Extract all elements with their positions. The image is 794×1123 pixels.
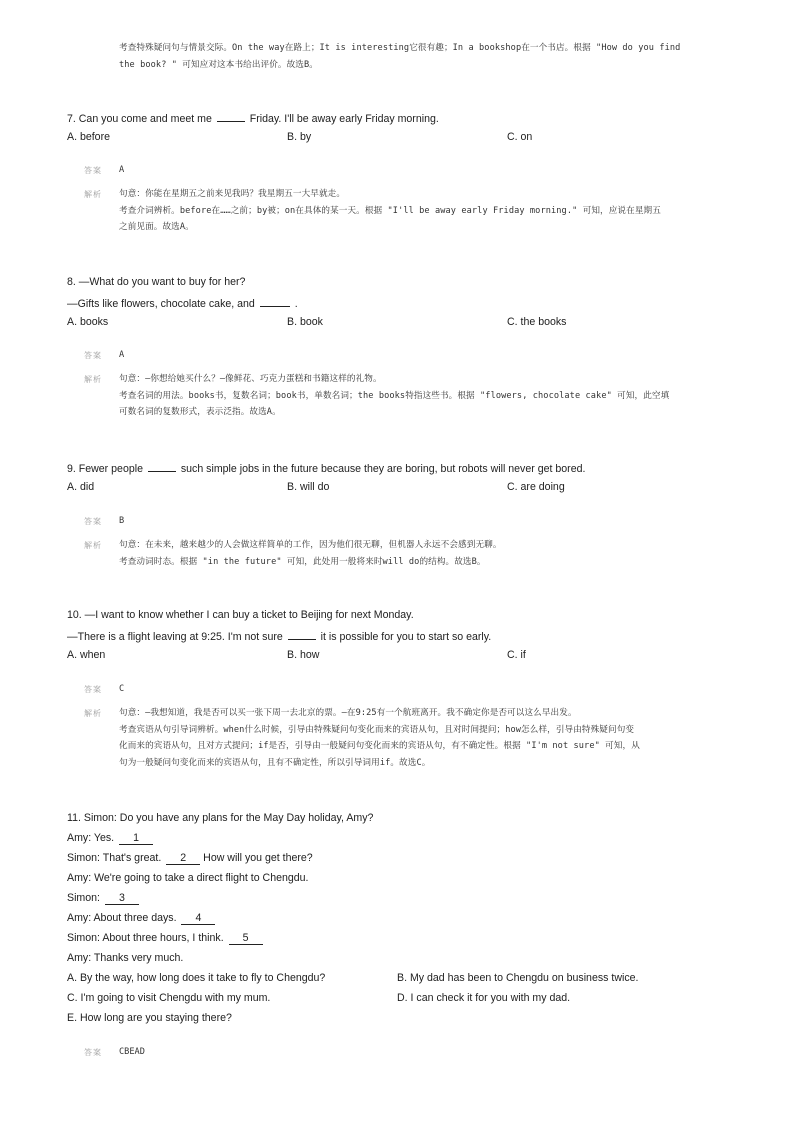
- dialogue-line: Simon: About three hours, I think. 5: [67, 932, 263, 945]
- question-8-stem-line1: 8. —What do you want to buy for her?: [67, 276, 246, 288]
- analysis-label: 解析: [84, 375, 102, 384]
- numbered-blank: 4: [181, 912, 215, 925]
- dialogue-line: Simon: 3: [67, 892, 139, 905]
- question-11-option-b: B. My dad has been to Chengdu on business twice.: [397, 972, 639, 984]
- question-7-answer: A: [119, 165, 125, 175]
- analysis-line: 可数名词的复数形式，表示泛指。故选A。: [119, 407, 281, 417]
- question-11-option-c: C. I'm going to visit Chengdu with my mum.: [67, 992, 271, 1004]
- dialogue-line: Amy: Thanks very much.: [67, 952, 184, 964]
- analysis-label: 解析: [84, 709, 102, 718]
- question-9-option-c: C. are doing: [507, 481, 565, 493]
- dialogue-line: Amy: About three days. 4: [67, 912, 215, 925]
- question-7-option-b: B. by: [287, 131, 312, 143]
- numbered-blank: 5: [229, 932, 263, 945]
- question-11-option-a: A. By the way, how long does it take to fly to Chengdu?: [67, 972, 326, 984]
- question-10-option-c: C. if: [507, 649, 526, 661]
- explanation-line: the book? " 可知应对这本书给出评价。故选B。: [119, 59, 318, 70]
- question-11-option-e: E. How long are you staying there?: [67, 1012, 232, 1024]
- previous-explanation: [119, 40, 719, 73]
- question-10-answer: C: [119, 684, 125, 694]
- question-8-option-c: C. the books: [507, 316, 567, 328]
- answer-label: 答案: [84, 685, 102, 694]
- question-7-option-a: A. before: [67, 131, 110, 143]
- question-10-stem-line2: —There is a flight leaving at 9:25. I'm not sure it is possible for you to start so early.: [67, 631, 492, 643]
- analysis-line: 句为一般疑问句变化而来的宾语从句，且有不确定性，所以引导词用if。故选C。: [119, 757, 431, 768]
- question-8-option-a: A. books: [67, 316, 109, 328]
- analysis-line: 化而来的宾语从句，且对方式提问；if是否，引导由一般疑问句变化而来的宾语从句，有不确定性。根据 "I'm not sure" 可知，从: [119, 741, 640, 751]
- analysis-line: 句意：—我想知道，我是否可以买一张下周一去北京的票。—在9:25有一个航班离开。我不确定你是否可以这么早出发。: [119, 708, 577, 718]
- question-10-stem-line1: 10. —I want to know whether I can buy a ticket to Beijing for next Monday.: [67, 609, 414, 621]
- question-7-stem: 7. Can you come and meet me Friday. I'll be away early Friday morning.: [67, 113, 439, 125]
- dialogue-line: Amy: Yes. 1: [67, 832, 153, 845]
- analysis-line: 考查名词的用法。books书，复数名词；book书，单数名词；the books特指这些书。根据 "flowers, chocolate cake" 可知，此空填: [119, 390, 670, 401]
- question-8-option-b: B. book: [287, 316, 323, 328]
- dialogue-line: Simon: That's great. 2 How will you get there?: [67, 852, 313, 864]
- numbered-blank: 3: [105, 892, 139, 905]
- answer-blank: [148, 461, 176, 472]
- answer-label: 答案: [84, 1048, 102, 1057]
- analysis-label: 解析: [84, 541, 102, 550]
- analysis-line: 之前见面。故选A。: [119, 222, 194, 232]
- explanation-line: 考查特殊疑问句与情景交际。On the way在路上；It is interesting它很有趣；In a bookshop在一个书店。根据 "How do you find: [119, 43, 681, 53]
- question-10-analysis: [119, 705, 719, 771]
- question-10-option-b: B. how: [287, 649, 320, 661]
- analysis-line: 句意：在未来，越来越少的人会做这样简单的工作，因为他们很无聊，但机器人永远不会感到无聊。: [119, 540, 502, 550]
- numbered-blank: 1: [119, 832, 153, 845]
- question-8-stem-line2: —Gifts like flowers, chocolate cake, and .: [67, 298, 298, 310]
- question-8-analysis: [119, 371, 719, 421]
- question-7-option-c: C. on: [507, 131, 533, 143]
- analysis-line: 考查动词时态。根据 "in the future" 可知，此处用一般将来时will do的结构。故选B。: [119, 556, 486, 567]
- question-9-option-a: A. did: [67, 481, 95, 493]
- analysis-line: 考查宾语从句引导词辨析。when什么时候，引导由特殊疑问句变化而来的宾语从句，且对时间提问；how怎么样，引导由特殊疑问句变: [119, 724, 635, 735]
- answer-blank: [288, 629, 316, 640]
- question-11-answer: CBEAD: [119, 1047, 145, 1057]
- question-7-analysis: [119, 186, 719, 236]
- question-8-answer: A: [119, 350, 125, 360]
- question-9-answer: B: [119, 516, 125, 526]
- question-9-option-b: B. will do: [287, 481, 330, 493]
- analysis-label: 解析: [84, 190, 102, 199]
- analysis-line: 句意：—你想给她买什么？—像鲜花、巧克力蛋糕和书籍这样的礼物。: [119, 374, 382, 384]
- analysis-line: 句意：你能在星期五之前来见我吗？我星期五一大早就走。: [119, 189, 346, 199]
- question-9-stem: 9. Fewer people such simple jobs in the future because they are boring, but robots will never get bored.: [67, 463, 586, 475]
- answer-label: 答案: [84, 351, 102, 360]
- question-11-intro: 11. Simon: Do you have any plans for the May Day holiday, Amy?: [67, 812, 374, 824]
- question-11-option-d: D. I can check it for you with my dad.: [397, 992, 571, 1004]
- dialogue-line: Amy: We're going to take a direct flight to Chengdu.: [67, 872, 309, 884]
- answer-blank: [217, 111, 245, 122]
- answer-blank: [260, 296, 290, 307]
- question-9-analysis: [119, 537, 719, 570]
- numbered-blank: 2: [166, 852, 200, 865]
- answer-label: 答案: [84, 166, 102, 175]
- answer-label: 答案: [84, 517, 102, 526]
- question-10-option-a: A. when: [67, 649, 106, 661]
- analysis-line: 考查介词辨析。before在……之前；by被；on在具体的某一天。根据 "I'll be away early Friday morning." 可知，应说在星期五: [119, 205, 661, 216]
